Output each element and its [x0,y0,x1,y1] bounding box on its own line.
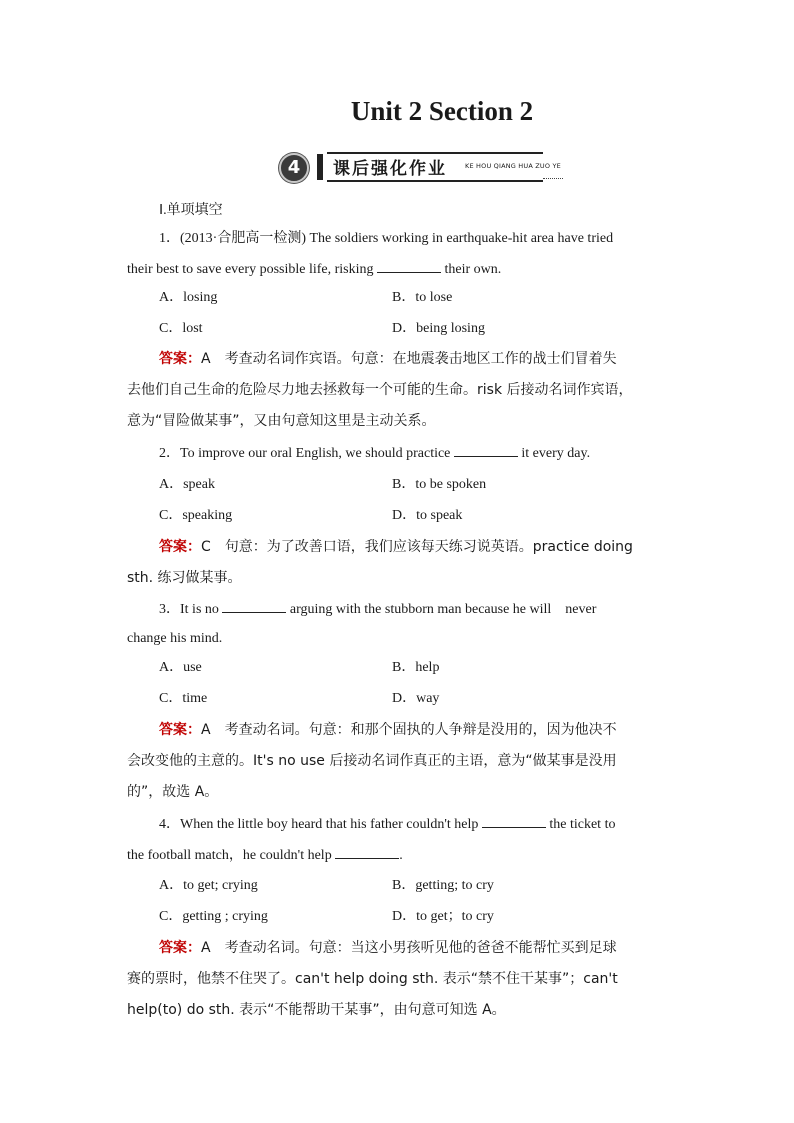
question-3-stem-line-2: change his mind. [127,631,223,646]
question-4-stem-text: 4．When the little boy heard that his father couldn't help [159,817,479,832]
question-3-option-b: B．help [392,660,440,675]
banner-tail-line [543,178,563,179]
question-2-stem-tail: it every day. [521,446,591,461]
question-2-blank [454,444,518,457]
question-3-stem-text: 3．It is no [159,602,219,617]
question-4-stem-text-2: the football match，he couldn't help [127,848,332,863]
number-4-badge-icon: 4 [279,153,309,183]
question-4-answer-line-1 [159,939,617,957]
question-1-option-b: B．to lose [392,290,453,305]
question-4-answer-line-2: 赛的票时，他禁不住哭了。can't help doing sth. 表示“禁不住干某事”；can't [127,971,618,987]
question-1-stem-text: their best to save every possible life, risking [127,262,374,277]
question-2-option-c: C．speaking [159,508,233,523]
question-4-option-a: A．to get; crying [159,878,258,893]
question-4-option-b: B．getting; to cry [392,878,494,893]
question-1-blank [377,260,441,273]
banner-label: 课后强化作业 [333,159,447,179]
question-3-answer-line-1 [159,721,617,739]
question-1-answer-line-1 [159,350,617,368]
page-title: Unit 2 Section 2 [350,96,534,126]
question-1-stem-tail: their own. [444,262,502,277]
question-4-stem-tail-1: the ticket to [549,817,616,832]
banner-pinyin: KE HOU QIANG HUA ZUO YE [465,162,561,170]
question-3-stem-tail: arguing with the stubborn man because he will never [289,602,597,617]
question-3-answer-text: A 考查动名词。句意：和那个固执的人争辩是没用的，因为他决不 [201,722,617,738]
question-1-stem-line-2 [127,260,501,279]
question-2-option-a: A．speak [159,477,215,492]
question-1-answer-text: A 考查动名词作宾语。句意：在地震袭击地区工作的战士们冒着失 [201,351,617,367]
section-heading [159,199,223,219]
answer-label: 答案： [159,351,201,367]
question-3-option-a: A．use [159,660,202,675]
homework-banner [279,150,569,184]
question-1-answer-line-3: 意为“冒险做某事”，又由句意知这里是主动关系。 [127,413,436,429]
section-number: Ⅰ. [159,203,167,218]
question-1-option-a: A．losing [159,290,218,305]
question-3-answer-line-3: 的”，故选 A。 [127,784,219,800]
question-2-stem-text: 2．To improve our oral English, we should practice [159,446,451,461]
question-4-answer-line-3: help(to) do sth. 表示“不能帮助干某事”，由句意可知选 A。 [127,1002,506,1018]
question-4-stem-line-2 [127,846,403,865]
section-label: 单项填空 [166,202,223,218]
question-4-stem-tail-2: . [399,848,403,863]
question-2-answer-line-2: sth. 练习做某事。 [127,570,242,586]
banner-bar [317,154,323,180]
question-1-answer-line-2: 去他们自己生命的危险尽力地去拯救每一个可能的生命。risk 后接动名词作宾语， [127,382,633,398]
question-1-option-d: D．being losing [392,321,485,336]
answer-label: 答案： [159,940,201,956]
question-4-option-d: D．to get；to cry [392,909,494,924]
question-3-stem-line-1 [159,600,596,619]
answer-label: 答案： [159,722,201,738]
question-4-blank-1 [482,815,546,828]
question-4-blank-2 [335,846,399,859]
answer-label: 答案： [159,539,201,555]
question-2-option-b: B．to be spoken [392,477,487,492]
question-3-blank [222,600,286,613]
question-1-stem-line-1: 1．(2013·合肥高一检测) The soldiers working in earthquake-hit area have tried [159,231,614,246]
question-4-answer-text: A 考查动名词。句意：当这小男孩听见他的爸爸不能帮忙买到足球 [201,940,617,956]
question-2-answer-text: C 句意：为了改善口语，我们应该每天练习说英语。practice doing [201,539,633,555]
question-2-stem-line-1 [159,444,590,463]
question-1-option-c: C．lost [159,321,203,336]
question-3-answer-line-2: 会改变他的主意的。It's no use 后接动名词作真正的主语，意为“做某事是没用 [127,753,617,769]
question-4-stem-line-1 [159,815,615,834]
question-2-option-d: D．to speak [392,508,463,523]
question-4-option-c: C．getting ; crying [159,909,268,924]
question-2-answer-line-1 [159,538,633,556]
question-3-option-c: C．time [159,691,208,706]
question-3-option-d: D．way [392,691,440,706]
